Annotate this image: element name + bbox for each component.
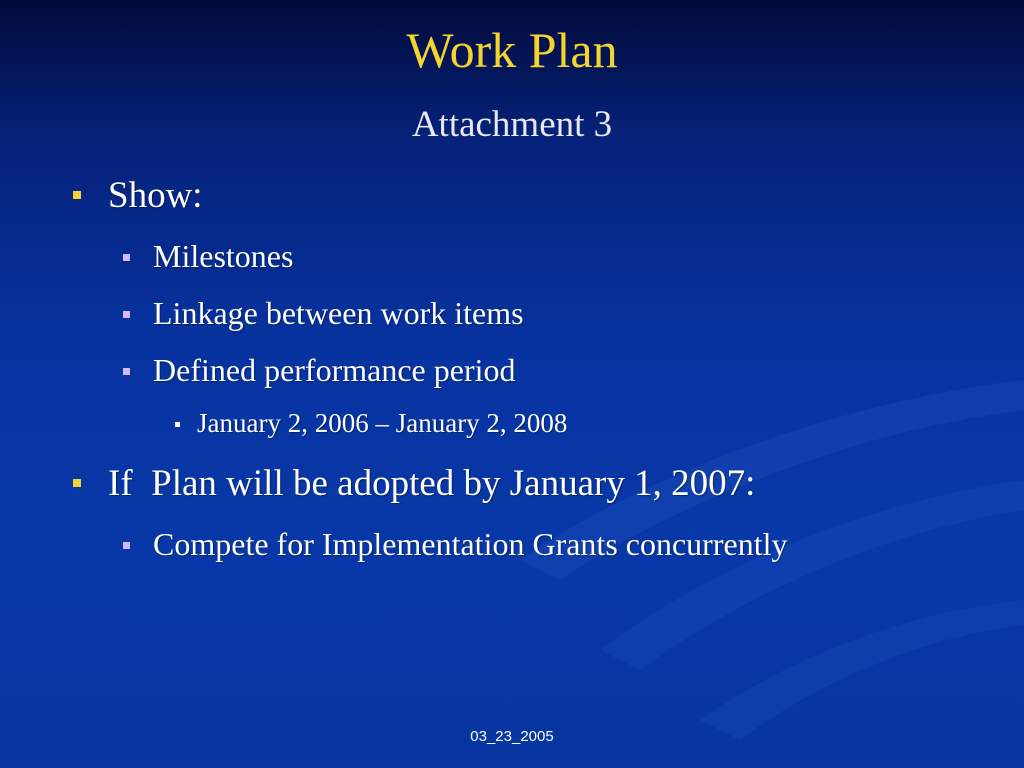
bullet-text: If Plan will be adopted by January 1, 2007: bbox=[108, 463, 756, 504]
bullet-linkage bbox=[153, 295, 524, 332]
bullet-milestones bbox=[153, 238, 293, 275]
bullet-text: January 2, 2006 – January 2, 2008 bbox=[197, 408, 568, 438]
square-bullet-icon bbox=[123, 368, 130, 375]
square-bullet-icon bbox=[73, 191, 81, 199]
bullet-compete-grants bbox=[153, 526, 787, 563]
square-bullet-icon bbox=[175, 422, 180, 427]
square-bullet-icon bbox=[73, 479, 81, 487]
bullet-text: Linkage between work items bbox=[153, 295, 524, 331]
bullet-performance-period bbox=[153, 352, 515, 389]
square-bullet-icon bbox=[123, 542, 130, 549]
square-bullet-icon bbox=[123, 311, 130, 318]
slide-footer-date: 03_23_2005 bbox=[470, 728, 554, 745]
slide-subtitle: Attachment 3 bbox=[411, 104, 613, 145]
bullet-show bbox=[108, 174, 203, 217]
bullet-text: Milestones bbox=[153, 238, 294, 274]
bullet-text: Compete for Implementation Grants concurrently bbox=[153, 526, 788, 562]
bullet-text: Defined performance period bbox=[153, 352, 516, 388]
bullet-date-range bbox=[197, 408, 567, 439]
bullet-plan-adopted bbox=[108, 462, 755, 505]
square-bullet-icon bbox=[123, 254, 130, 261]
slide-title: Work Plan bbox=[406, 22, 618, 78]
bullet-text: Show: bbox=[108, 175, 203, 216]
